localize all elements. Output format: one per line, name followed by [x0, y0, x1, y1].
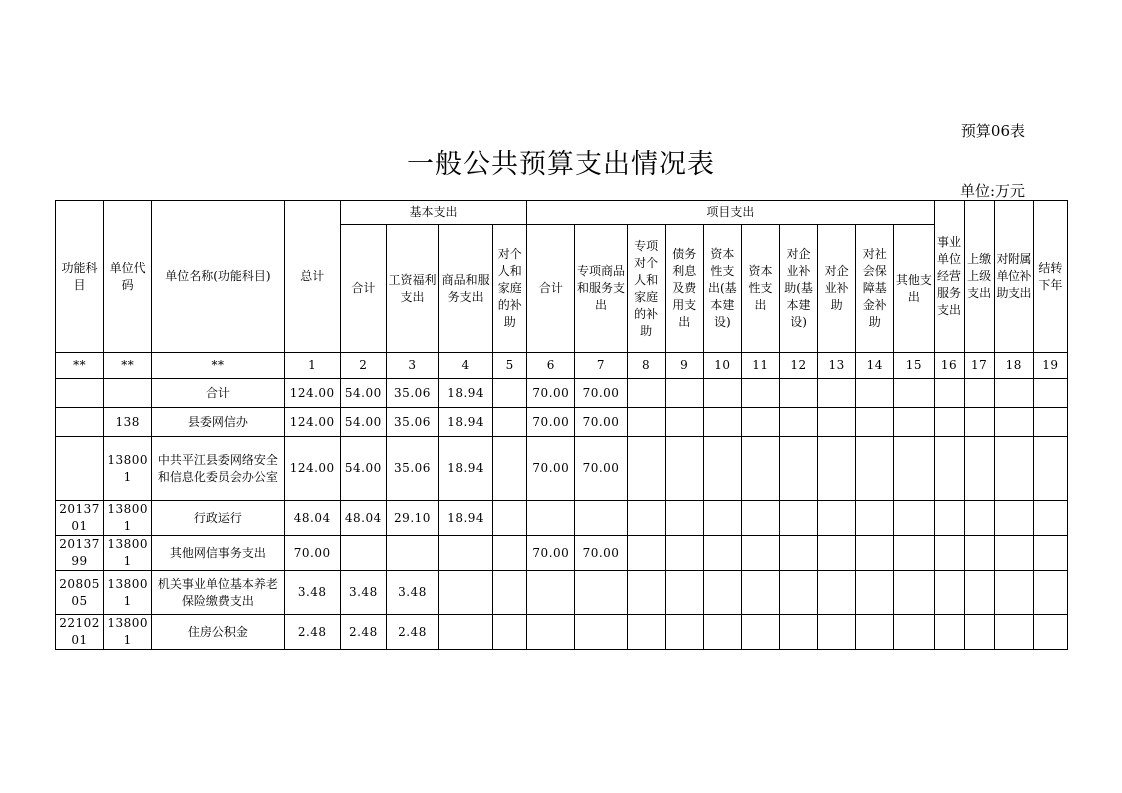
header-basic-col: 合计: [340, 225, 386, 353]
cell-empty: [994, 536, 1033, 571]
cell-b-personal: [493, 571, 527, 615]
cell-empty: [741, 615, 779, 650]
cell-b-wage: 35.06: [386, 408, 438, 437]
unit-label: 单位:万元: [959, 182, 1025, 200]
cell-empty: [627, 615, 665, 650]
cell-empty: [627, 536, 665, 571]
header-project-col: 专项商品和服务支出: [575, 225, 627, 353]
cell-empty: [818, 437, 856, 501]
cell-empty: [994, 408, 1033, 437]
cell-b-total: 48.04: [340, 501, 386, 536]
cell-b-total: 54.00: [340, 408, 386, 437]
cell-total: 48.04: [284, 501, 340, 536]
index-cell: **: [56, 353, 104, 379]
table-row: [56, 536, 1068, 571]
cell-b-goods: 18.94: [439, 437, 493, 501]
cell-empty: [894, 501, 934, 536]
budget-table: [55, 200, 1068, 650]
cell-empty: [703, 408, 741, 437]
cell-empty: [703, 536, 741, 571]
cell-empty: [894, 571, 934, 615]
cell-empty: [741, 408, 779, 437]
cell-p-goods: 70.00: [575, 536, 627, 571]
cell-empty: [665, 615, 703, 650]
cell-empty: [741, 571, 779, 615]
table-body: [56, 379, 1068, 650]
cell-total: 124.00: [284, 437, 340, 501]
index-cell: 19: [1033, 353, 1067, 379]
header-other: 上缴上级支出: [964, 201, 994, 353]
cell-empty: [994, 437, 1033, 501]
cell-b-wage: 35.06: [386, 437, 438, 501]
cell-empty: [964, 408, 994, 437]
cell-name: 其他网信事务支出: [152, 536, 284, 571]
header-other: 事业单位经营服务支出: [934, 201, 964, 353]
cell-code: 138001: [104, 437, 152, 501]
cell-empty: [703, 501, 741, 536]
cell-empty: [741, 379, 779, 408]
cell-p-goods: [575, 615, 627, 650]
cell-empty: [934, 536, 964, 571]
cell-b-wage: 3.48: [386, 571, 438, 615]
cell-empty: [894, 408, 934, 437]
cell-empty: [994, 379, 1033, 408]
cell-empty: [856, 536, 894, 571]
cell-empty: [780, 536, 818, 571]
cell-empty: [934, 615, 964, 650]
cell-code: 138001: [104, 615, 152, 650]
cell-empty: [665, 536, 703, 571]
cell-total: 2.48: [284, 615, 340, 650]
index-cell: 14: [856, 353, 894, 379]
cell-b-goods: 18.94: [439, 379, 493, 408]
cell-empty: [665, 437, 703, 501]
cell-func: [56, 437, 104, 501]
index-cell: 6: [527, 353, 575, 379]
cell-empty: [780, 501, 818, 536]
cell-empty: [627, 501, 665, 536]
cell-p-total: [527, 501, 575, 536]
cell-empty: [934, 379, 964, 408]
cell-empty: [856, 571, 894, 615]
cell-b-personal: [493, 536, 527, 571]
cell-empty: [1033, 437, 1067, 501]
cell-total: 3.48: [284, 571, 340, 615]
index-cell: 11: [741, 353, 779, 379]
cell-p-total: [527, 571, 575, 615]
cell-b-wage: 2.48: [386, 615, 438, 650]
cell-name: 县委网信办: [152, 408, 284, 437]
cell-empty: [894, 615, 934, 650]
header-project: 项目支出: [527, 201, 934, 225]
cell-empty: [627, 571, 665, 615]
cell-empty: [627, 379, 665, 408]
cell-b-personal: [493, 501, 527, 536]
cell-empty: [934, 408, 964, 437]
cell-empty: [994, 615, 1033, 650]
cell-empty: [780, 437, 818, 501]
cell-total: 70.00: [284, 536, 340, 571]
index-cell: 7: [575, 353, 627, 379]
index-cell: 15: [894, 353, 934, 379]
cell-p-goods: 70.00: [575, 437, 627, 501]
table-header: [56, 201, 1068, 353]
cell-empty: [964, 536, 994, 571]
cell-empty: [780, 571, 818, 615]
cell-empty: [1033, 501, 1067, 536]
cell-empty: [934, 501, 964, 536]
cell-empty: [856, 437, 894, 501]
table-row: [56, 571, 1068, 615]
cell-name: 住房公积金: [152, 615, 284, 650]
cell-b-goods: [439, 571, 493, 615]
index-cell: 3: [386, 353, 438, 379]
cell-empty: [934, 571, 964, 615]
header-basic-col: 商品和服务支出: [439, 225, 493, 353]
index-cell: 4: [439, 353, 493, 379]
cell-b-total: 54.00: [340, 379, 386, 408]
cell-empty: [627, 408, 665, 437]
cell-empty: [665, 379, 703, 408]
index-cell: 8: [627, 353, 665, 379]
cell-empty: [818, 408, 856, 437]
cell-total: 124.00: [284, 408, 340, 437]
cell-empty: [818, 536, 856, 571]
cell-empty: [1033, 408, 1067, 437]
header-other: 结转下年: [1033, 201, 1067, 353]
cell-b-personal: [493, 437, 527, 501]
cell-empty: [964, 615, 994, 650]
cell-empty: [964, 437, 994, 501]
cell-name: 中共平江县委网络安全和信息化委员会办公室: [152, 437, 284, 501]
header-project-col: 债务利息及费用支出: [665, 225, 703, 353]
cell-empty: [1033, 615, 1067, 650]
cell-p-goods: [575, 571, 627, 615]
cell-empty: [856, 501, 894, 536]
cell-empty: [818, 571, 856, 615]
cell-func: 2210201: [56, 615, 104, 650]
index-cell: 17: [964, 353, 994, 379]
table-row: [56, 501, 1068, 536]
header-basic-col: 工资福利支出: [386, 225, 438, 353]
cell-empty: [780, 408, 818, 437]
cell-b-personal: [493, 379, 527, 408]
cell-empty: [741, 437, 779, 501]
index-cell: 2: [340, 353, 386, 379]
cell-func: 2013701: [56, 501, 104, 536]
header-project-col: 资本性支出: [741, 225, 779, 353]
index-cell: 10: [703, 353, 741, 379]
cell-total: 124.00: [284, 379, 340, 408]
cell-empty: [780, 379, 818, 408]
header-basic-col: 对个人和家庭的补助: [493, 225, 527, 353]
page-title: 一般公共预算支出情况表: [407, 149, 715, 180]
cell-b-total: 3.48: [340, 571, 386, 615]
cell-func: [56, 379, 104, 408]
form-number: 预算06表: [960, 122, 1025, 140]
cell-empty: [741, 501, 779, 536]
header-project-col: 对企业补助(基本建设): [780, 225, 818, 353]
header-total: 总计: [284, 201, 340, 353]
table-row: [56, 408, 1068, 437]
cell-empty: [856, 615, 894, 650]
cell-p-goods: 70.00: [575, 379, 627, 408]
cell-empty: [964, 501, 994, 536]
cell-empty: [818, 501, 856, 536]
cell-empty: [665, 501, 703, 536]
cell-b-wage: 29.10: [386, 501, 438, 536]
cell-empty: [741, 536, 779, 571]
cell-p-total: 70.00: [527, 408, 575, 437]
header-other: 对附属单位补助支出: [994, 201, 1033, 353]
index-cell: 12: [780, 353, 818, 379]
cell-empty: [703, 379, 741, 408]
cell-p-total: 70.00: [527, 379, 575, 408]
cell-code: 138001: [104, 501, 152, 536]
cell-b-goods: 18.94: [439, 501, 493, 536]
index-cell: 1: [284, 353, 340, 379]
index-row-body: [56, 353, 1068, 379]
cell-p-goods: [575, 501, 627, 536]
cell-b-wage: 35.06: [386, 379, 438, 408]
cell-empty: [894, 536, 934, 571]
header-func-subject: 功能科目: [56, 201, 104, 353]
cell-b-goods: [439, 536, 493, 571]
cell-b-total: [340, 536, 386, 571]
cell-empty: [818, 379, 856, 408]
cell-empty: [703, 615, 741, 650]
index-cell: 13: [818, 353, 856, 379]
cell-b-personal: [493, 615, 527, 650]
header-unit-name: 单位名称(功能科目): [152, 201, 284, 353]
header-project-col: 对企业补助: [818, 225, 856, 353]
header-project-col: 资本性支出(基本建设): [703, 225, 741, 353]
cell-name: 机关事业单位基本养老保险缴费支出: [152, 571, 284, 615]
header-project-col: 合计: [527, 225, 575, 353]
index-cell: 5: [493, 353, 527, 379]
cell-code: 138001: [104, 536, 152, 571]
cell-b-total: 2.48: [340, 615, 386, 650]
header-project-col: 其他支出: [894, 225, 934, 353]
header-project-col: 专项对个人和家庭的补助: [627, 225, 665, 353]
cell-empty: [627, 437, 665, 501]
cell-empty: [856, 379, 894, 408]
cell-func: 2013799: [56, 536, 104, 571]
cell-empty: [1033, 571, 1067, 615]
cell-b-wage: [386, 536, 438, 571]
cell-empty: [964, 571, 994, 615]
cell-empty: [703, 571, 741, 615]
cell-empty: [1033, 536, 1067, 571]
cell-empty: [964, 379, 994, 408]
cell-empty: [934, 437, 964, 501]
cell-empty: [856, 408, 894, 437]
header-project-col: 对社会保障基金补助: [856, 225, 894, 353]
index-cell: **: [104, 353, 152, 379]
cell-func: [56, 408, 104, 437]
cell-empty: [665, 571, 703, 615]
cell-b-total: 54.00: [340, 437, 386, 501]
index-cell: **: [152, 353, 284, 379]
cell-empty: [818, 615, 856, 650]
index-cell: 16: [934, 353, 964, 379]
cell-empty: [994, 571, 1033, 615]
cell-empty: [703, 437, 741, 501]
cell-code: [104, 379, 152, 408]
cell-code: 138001: [104, 571, 152, 615]
header-basic: 基本支出: [340, 201, 527, 225]
cell-empty: [994, 501, 1033, 536]
cell-p-goods: 70.00: [575, 408, 627, 437]
index-row: [56, 353, 1068, 379]
cell-func: 2080505: [56, 571, 104, 615]
cell-empty: [1033, 379, 1067, 408]
cell-p-total: 70.00: [527, 437, 575, 501]
table-row: [56, 379, 1068, 408]
cell-name: 行政运行: [152, 501, 284, 536]
cell-empty: [894, 437, 934, 501]
cell-code: 138: [104, 408, 152, 437]
index-cell: 18: [994, 353, 1033, 379]
cell-p-total: [527, 615, 575, 650]
cell-empty: [665, 408, 703, 437]
table-row: [56, 615, 1068, 650]
cell-empty: [780, 615, 818, 650]
cell-name: 合计: [152, 379, 284, 408]
cell-b-goods: [439, 615, 493, 650]
cell-b-personal: [493, 408, 527, 437]
table-row: [56, 437, 1068, 501]
header-unit-code: 单位代码: [104, 201, 152, 353]
cell-b-goods: 18.94: [439, 408, 493, 437]
cell-p-total: 70.00: [527, 536, 575, 571]
index-cell: 9: [665, 353, 703, 379]
cell-empty: [894, 379, 934, 408]
